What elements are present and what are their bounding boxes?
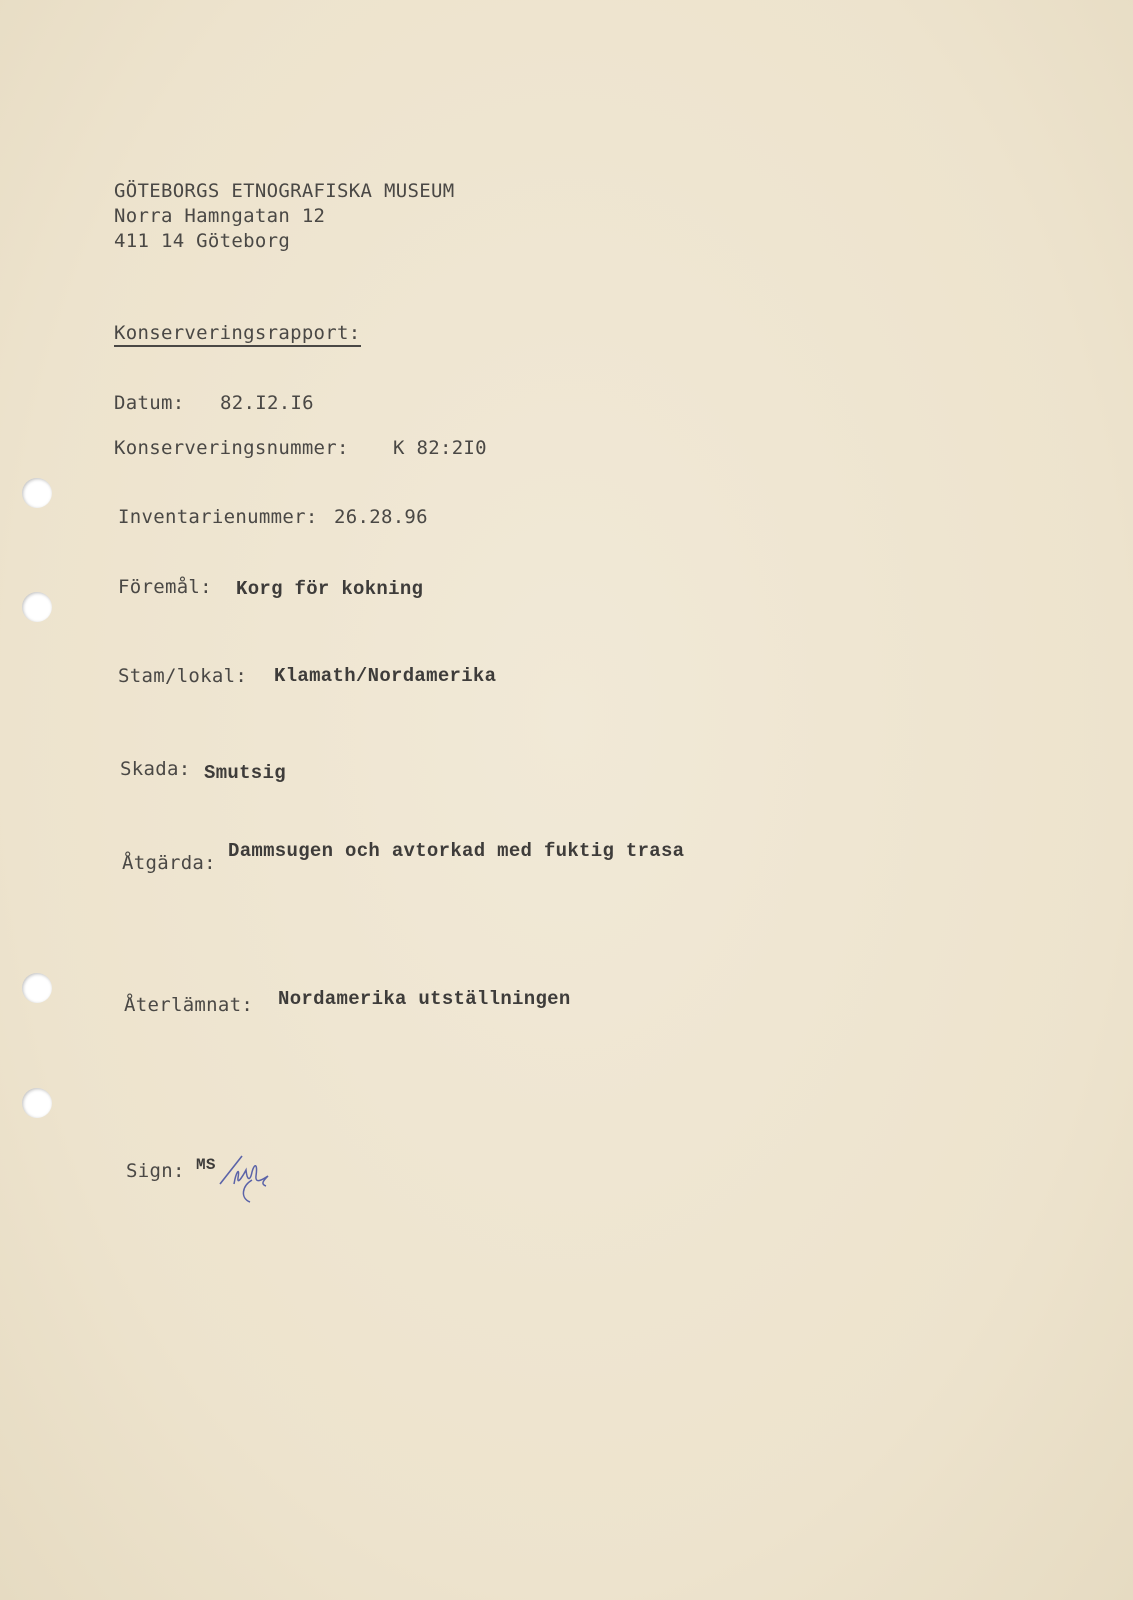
institution-name: GÖTEBORGS ETNOGRAFISKA MUSEUM [114,180,455,202]
datum-value: 82.I2.I6 [220,392,314,414]
inventarienummer-value: 26.28.96 [334,506,428,528]
handwritten-signature [216,1150,276,1206]
report-title [114,322,361,344]
sign-initials: MS [196,1156,216,1174]
aterlamnat-label: Återlämnat: [124,994,254,1016]
atgarda-value: Dammsugen och avtorkad med fuktig trasa [228,840,685,862]
report-title-text: Konserveringsrapport: [114,322,361,347]
atgarda-label: Åtgärda: [122,852,216,874]
konserveringsnummer-label: Konserveringsnummer: [114,437,349,459]
datum-label: Datum: [114,392,185,414]
punch-hole [22,973,52,1003]
sign-label: Sign: [126,1160,185,1182]
skada-value: Smutsig [204,762,286,784]
konserveringsnummer-value: K 82:2I0 [393,437,487,459]
punch-hole [22,592,52,622]
aterlamnat-value: Nordamerika utställningen [278,988,571,1010]
punch-hole [22,478,52,508]
punch-hole [22,1088,52,1118]
foremal-label: Föremål: [118,576,212,598]
foremal-value: Korg för kokning [236,578,424,600]
stam-lokal-label: Stam/lokal: [118,665,248,687]
stam-lokal-value: Klamath/Nordamerika [274,665,497,687]
city-address: 411 14 Göteborg [114,230,291,252]
street-address: Norra Hamngatan 12 [114,205,326,227]
inventarienummer-label: Inventarienummer: [118,506,318,528]
skada-label: Skada: [120,758,191,780]
